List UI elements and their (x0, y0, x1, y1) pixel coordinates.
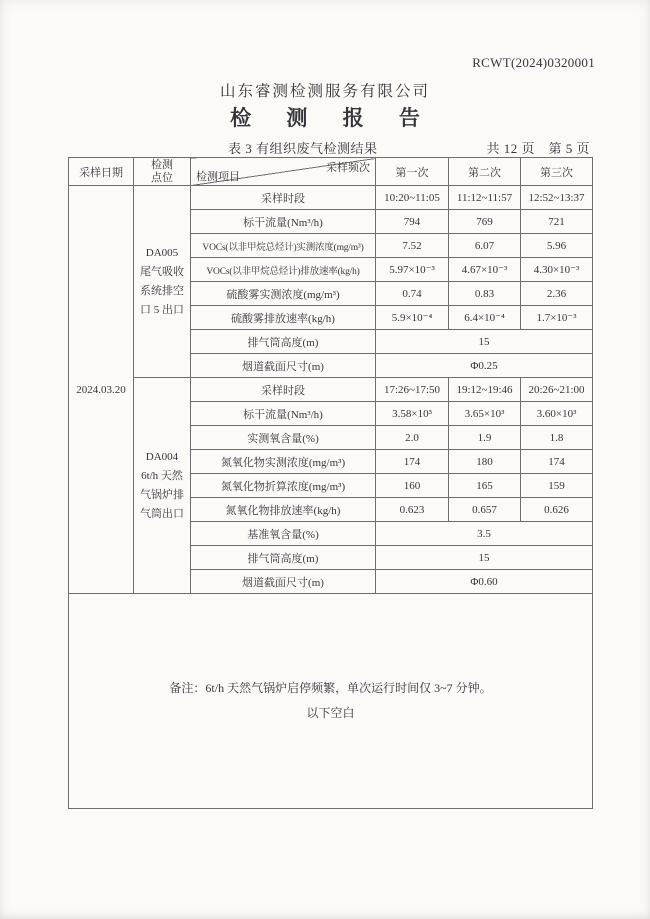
value-cell: 6.4×10⁻⁴ (449, 306, 521, 330)
header-freq-1: 第一次 (376, 158, 449, 186)
item-label: 烟道截面尺寸(m) (191, 570, 376, 594)
item-label: 采样时段 (191, 186, 376, 210)
item-label: 标干流量(Nm³/h) (191, 402, 376, 426)
page-indicator: 共 12 页 第 5 页 (486, 141, 590, 156)
value-cell: 160 (376, 474, 449, 498)
header-test-point-line2: 点位 (151, 171, 173, 184)
header-sample-date: 采样日期 (69, 158, 134, 186)
test-point-da005 (134, 186, 191, 378)
value-cell: 0.74 (376, 282, 449, 306)
item-label: 基准氧含量(%) (191, 522, 376, 546)
value-cell: 12:52~13:37 (521, 186, 593, 210)
value-cell: 1.8 (521, 426, 593, 450)
value-cell: 3.60×10³ (521, 402, 593, 426)
item-label: 排气筒高度(m) (191, 546, 376, 570)
table-caption-row (68, 138, 592, 156)
merged-value-cell: Φ0.60 (376, 570, 593, 594)
header-sampling-frequency: 采样频次 (326, 162, 370, 174)
header-diagonal-cell (191, 158, 376, 186)
merged-value-cell: 15 (376, 330, 593, 354)
value-cell: 2.36 (521, 282, 593, 306)
value-cell: 1.7×10⁻³ (521, 306, 593, 330)
item-label: 硫酸雾排放速率(kg/h) (191, 306, 376, 330)
table-header-row (69, 158, 593, 186)
point-line: 口 5 出口 (140, 303, 184, 316)
value-cell: 0.657 (449, 498, 521, 522)
header-freq-3: 第三次 (521, 158, 593, 186)
sample-date: 2024.03.20 (76, 383, 126, 396)
value-cell: 3.65×10³ (449, 402, 521, 426)
report-title: 检 测 报 告 (230, 106, 435, 130)
value-cell: 17:26~17:50 (376, 378, 449, 402)
item-label: 硫酸雾实测浓度(mg/m³) (191, 282, 376, 306)
value-cell: 11:12~11:57 (449, 186, 521, 210)
merged-value-cell: 3.5 (376, 522, 593, 546)
point-line: 6t/h 天然 (141, 469, 183, 482)
item-label: 氮氧化物实测浓度(mg/m³) (191, 450, 376, 474)
value-cell: 10:20~11:05 (376, 186, 449, 210)
item-label: 氮氧化物折算浓度(mg/m³) (191, 474, 376, 498)
point-line: 系统排空 (140, 284, 184, 297)
value-cell: 2.0 (376, 426, 449, 450)
header-test-point-line1: 检测 (151, 158, 173, 171)
point-line: 气锅炉排 (140, 488, 184, 501)
point-line: DA005 (145, 246, 179, 259)
header-freq-2: 第二次 (449, 158, 521, 186)
item-label: VOCs(以非甲烷总烃计)实测浓度(mg/m³) (191, 234, 376, 258)
table-row (69, 186, 593, 210)
value-cell: 721 (521, 210, 593, 234)
sample-date-cell (69, 186, 134, 594)
item-label: VOCs(以非甲烷总烃计)排放速率(kg/h) (191, 258, 376, 282)
value-cell: 180 (449, 450, 521, 474)
value-cell: 7.52 (376, 234, 449, 258)
value-cell: 20:26~21:00 (521, 378, 593, 402)
results-table (68, 157, 593, 809)
item-label: 烟道截面尺寸(m) (191, 354, 376, 378)
note-cell (69, 594, 593, 809)
company-name: 山东睿测检测服务有限公司 (219, 83, 430, 100)
value-cell: 0.623 (376, 498, 449, 522)
item-label: 采样时段 (191, 378, 376, 402)
item-label: 氮氧化物排放速率(kg/h) (191, 498, 376, 522)
item-label: 标干流量(Nm³/h) (191, 210, 376, 234)
test-point-da004 (134, 378, 191, 594)
item-label: 排气筒高度(m) (191, 330, 376, 354)
table-row (69, 378, 593, 402)
value-cell: 5.9×10⁻⁴ (376, 306, 449, 330)
value-cell: 4.67×10⁻³ (449, 258, 521, 282)
value-cell: 769 (449, 210, 521, 234)
value-cell: 174 (521, 450, 593, 474)
value-cell: 0.83 (449, 282, 521, 306)
remark-text: 备注：6t/h 天然气锅炉启停频繁，单次运行时间仅 3~7 分钟。 (169, 681, 492, 695)
header-test-point (134, 158, 191, 186)
value-cell: 159 (521, 474, 593, 498)
header-test-item: 检测项目 (196, 171, 240, 183)
value-cell: 165 (449, 474, 521, 498)
value-cell: 5.97×10⁻³ (376, 258, 449, 282)
note-row (69, 594, 593, 809)
value-cell: 0.626 (521, 498, 593, 522)
below-blank-text: 以下空白 (306, 706, 355, 720)
point-line: DA004 (145, 450, 179, 463)
report-number: RCWT(2024)0320001 (472, 55, 595, 70)
value-cell: 6.07 (449, 234, 521, 258)
item-label: 实测氧含量(%) (191, 426, 376, 450)
value-cell: 1.9 (449, 426, 521, 450)
value-cell: 19:12~19:46 (449, 378, 521, 402)
merged-value-cell: 15 (376, 546, 593, 570)
value-cell: 794 (376, 210, 449, 234)
table-caption: 表 3 有组织废气检测结果 (228, 141, 378, 156)
point-line: 气筒出口 (140, 507, 184, 520)
value-cell: 4.30×10⁻³ (521, 258, 593, 282)
value-cell: 174 (376, 450, 449, 474)
value-cell: 5.96 (521, 234, 593, 258)
point-line: 尾气吸收 (140, 265, 184, 278)
merged-value-cell: Φ0.25 (376, 354, 593, 378)
value-cell: 3.58×10³ (376, 402, 449, 426)
